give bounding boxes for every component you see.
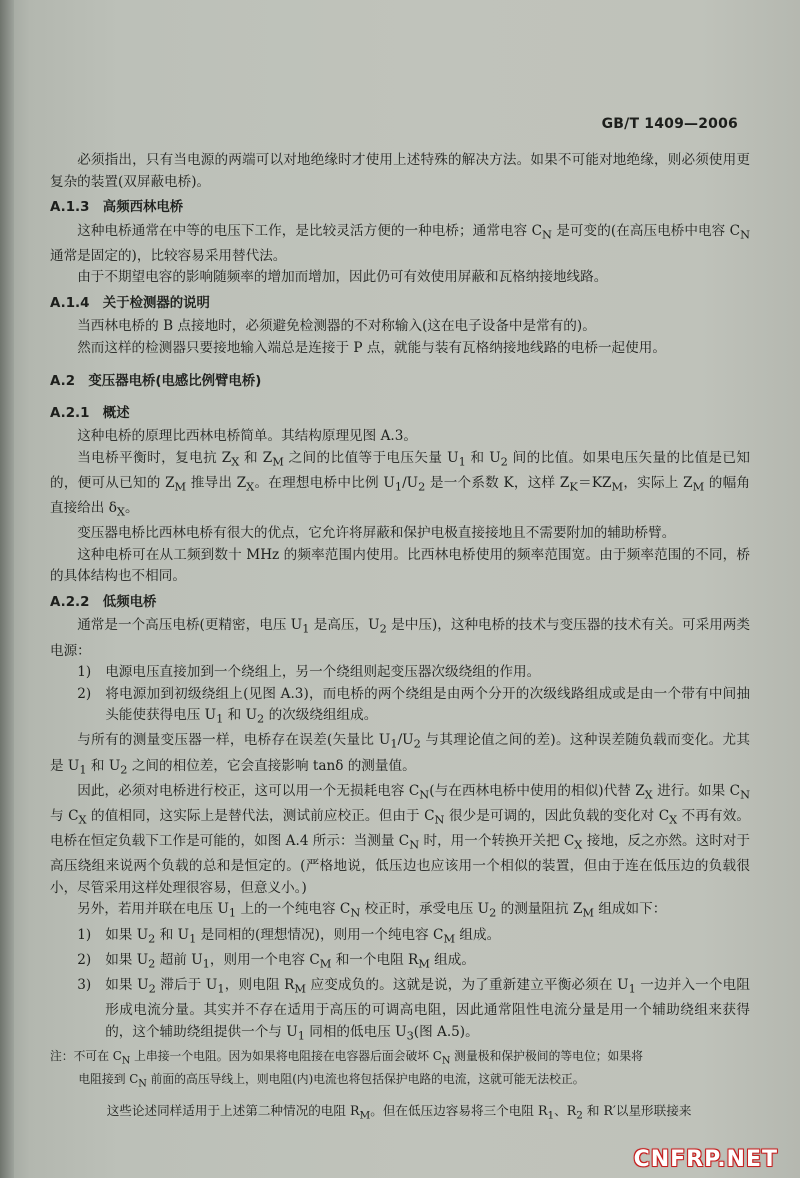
a22-paragraph-2: 与所有的测量变压器一样，电桥存在误差(矢量比 $U_1/U_2$ 与其理论值之间的差)。这种误差随负载而变化。尤其是 $U_1$ 和 $U_2$ 之间的相位差，它会直接影响 tanδ 的测量值。 xyxy=(50,732,750,777)
a13-paragraph-2: 由于不期望电容的影响随频率的增加而增加，因此仍可有效使用屏蔽和瓦格纳接地线路。 xyxy=(77,269,608,286)
list-item xyxy=(77,950,750,975)
list-item xyxy=(77,684,750,731)
a13-paragraph-1: 这种电桥通常在中等的电压下工作，是比较灵活方便的一种电桥；通常电容 $C_N$ 是可变的(在高压电桥中电容 $C_N$ 通常是固定的)，比较容易采用替代法。 xyxy=(50,222,750,264)
note-line-1: 注：不可在 $C_N$ 上串接一个电阻。因为如果将电阻接在电容器后面会破坏 $C_N$ 测量极和保护极间的等电位；如果将 xyxy=(50,1049,643,1067)
list-item-number: 3) xyxy=(77,977,92,994)
a21-paragraph-4: 这种电桥可在从工频到数十 MHz 的频率范围内使用。比西林电桥使用的频率范围宽。由于频率范围的不同，桥的具体结构也不相同。 xyxy=(50,546,750,585)
page-body xyxy=(50,150,750,1126)
list-item-number: 1) xyxy=(77,664,92,681)
list-item-number: 1) xyxy=(77,926,92,943)
note-line-2: 电阻接到 $C_N$ 前面的高压导线上，则电阻(内)电流也将包括保护电路的电流，这就可能无法校正。 xyxy=(78,1072,585,1090)
heading-a21: A.2.1 概述 xyxy=(50,405,130,421)
heading-a14: A.1.4 关于检测器的说明 xyxy=(50,295,210,311)
page-binding-edge xyxy=(0,0,14,1178)
list-item-text: 将电源加到初级绕组上(见图 A.3)，而电桥的两个绕组是由两个分开的次级线路组成或是由一个带有中间抽头能使获得电压 $U_1$ 和 $U_2$ 的次级绕组组成。 xyxy=(105,685,750,726)
a14-paragraph-2: 然而这样的检测器只要接地输入端总是连接于 P 点，就能与装有瓦格纳接地线路的电桥一起使用。 xyxy=(77,339,666,356)
a14-paragraph-1: 当西林电桥的 B 点接地时，必须避免检测器的不对称输入(这在电子设备中是常有的)。 xyxy=(77,318,596,335)
site-watermark: CNFRP.NET xyxy=(633,1147,778,1172)
closing-paragraph: 这些论述同样适用于上述第二种情况的电阻 $R_M$。但在低压边容易将三个电阻 $R_1$、$R_2$ 和 R′以星形联接来 xyxy=(106,1102,692,1122)
standard-code: GB/T 1409—2006 xyxy=(601,116,738,132)
a22-paragraph-4: 另外，若用并联在电压 $U_1$ 上的一个纯电容 $C_N$ 校正时，承受电压 $U_2$ 的测量阻抗 $Z_M$ 组成如下： xyxy=(77,901,667,921)
heading-a22: A.2.2 低频电桥 xyxy=(50,594,157,610)
heading-a13: A.1.3 高频西林电桥 xyxy=(50,200,184,215)
list-item-text: 如果 $U_2$ 滞后于 $U_1$，则电阻 $R_M$ 应变成负的。这就是说，为了重新建立平衡必须在 $U_1$ 一边并入一个电阻形成电流分量。其实并不存在适用于高压的可调高电阻，因此通常阻性电流分量是用一个辅助绕组来获得的，这个辅助绕组提供一个与 $U_1$ 同相的低电压 $U_3$(图 A.5)。 xyxy=(105,977,750,1043)
a21-paragraph-1: 这种电桥的原理比西林电桥简单。其结构原理见图 A.3。 xyxy=(77,428,417,445)
list-item-text: 电源电压直接加到一个绕组上，另一个绕组则起变压器次级绕组的作用。 xyxy=(105,664,541,681)
list-item-number: 2) xyxy=(77,685,92,702)
list-item xyxy=(77,662,750,684)
a22-paragraph-3: 因此，必须对电桥进行校正，这可以用一个无损耗电容 $C_N$(与在西林电桥中使用的相似)代替 $Z_X$ 进行。如果 $C_N$ 与 $C_X$ 的值相同，这实际上是替代法，测试前应校正。但由于 $C_N$ 很少是可调的，因此负载的变化对 $C_X$ 不再有效。电桥在恒定负载下工作是可能的，如图 A.4 所示：当测量 $C_N$ 时，用一个转换开关把 $C_X$ 接地，反之亦然。这时对于高压绕组来说两个负载的总和是恒定的。(严格地说，低压边也应该用一个相似的装置，但由于连在低压边的负载很小，尽管采用这样处理很容易，但意义小。) xyxy=(50,782,751,896)
list-item-text: 如果 $U_2$ 和 $U_1$ 是同相的(理想情况)，则用一个纯电容 $C_M$ 组成。 xyxy=(105,926,501,946)
a21-paragraph-3: 变压器电桥比西林电桥有很大的优点，它允许将屏蔽和保护电极直接接地且不需要附加的辅助桥臂。 xyxy=(77,525,676,542)
list-item-number: 2) xyxy=(77,951,92,968)
a22-paragraph-1: 通常是一个高压电桥(更精密，电压 $U_1$ 是高压，$U_2$ 是中压)，这种电桥的技术与变压器的技术有关。可采用两类电源： xyxy=(50,617,750,659)
heading-a2: A.2 变压器电桥(电感比例臂电桥) xyxy=(50,374,262,390)
list-item-text: 如果 $U_2$ 超前 $U_1$，则用一个电容 $C_M$ 和一个电阻 $R_M$ 组成。 xyxy=(105,951,475,971)
intro-paragraph: 必须指出，只有当电源的两端可以对地绝缘时才使用上述特殊的解决方法。如果不可能对地绝缘，则必须使用更复杂的装置(双屏蔽电桥)。 xyxy=(50,152,750,190)
a21-paragraph-2: 当电桥平衡时，复电抗 $Z_X$ 和 $Z_M$ 之间的比值等于电压矢量 $U_1$ 和 $U_2$ 间的比值。如果电压矢量的比值是已知的，便可从已知的 $Z_M$ 推导出 $Z_X$。在理想电桥中比例 $U_1/U_2$ 是一个系数 K，这样 $Z_K=KZ_M$，实际上 $Z_M$ 的幅角直接给出 $\delta_X$。 xyxy=(50,449,751,519)
list-item xyxy=(77,975,750,1047)
list-item xyxy=(77,925,750,950)
